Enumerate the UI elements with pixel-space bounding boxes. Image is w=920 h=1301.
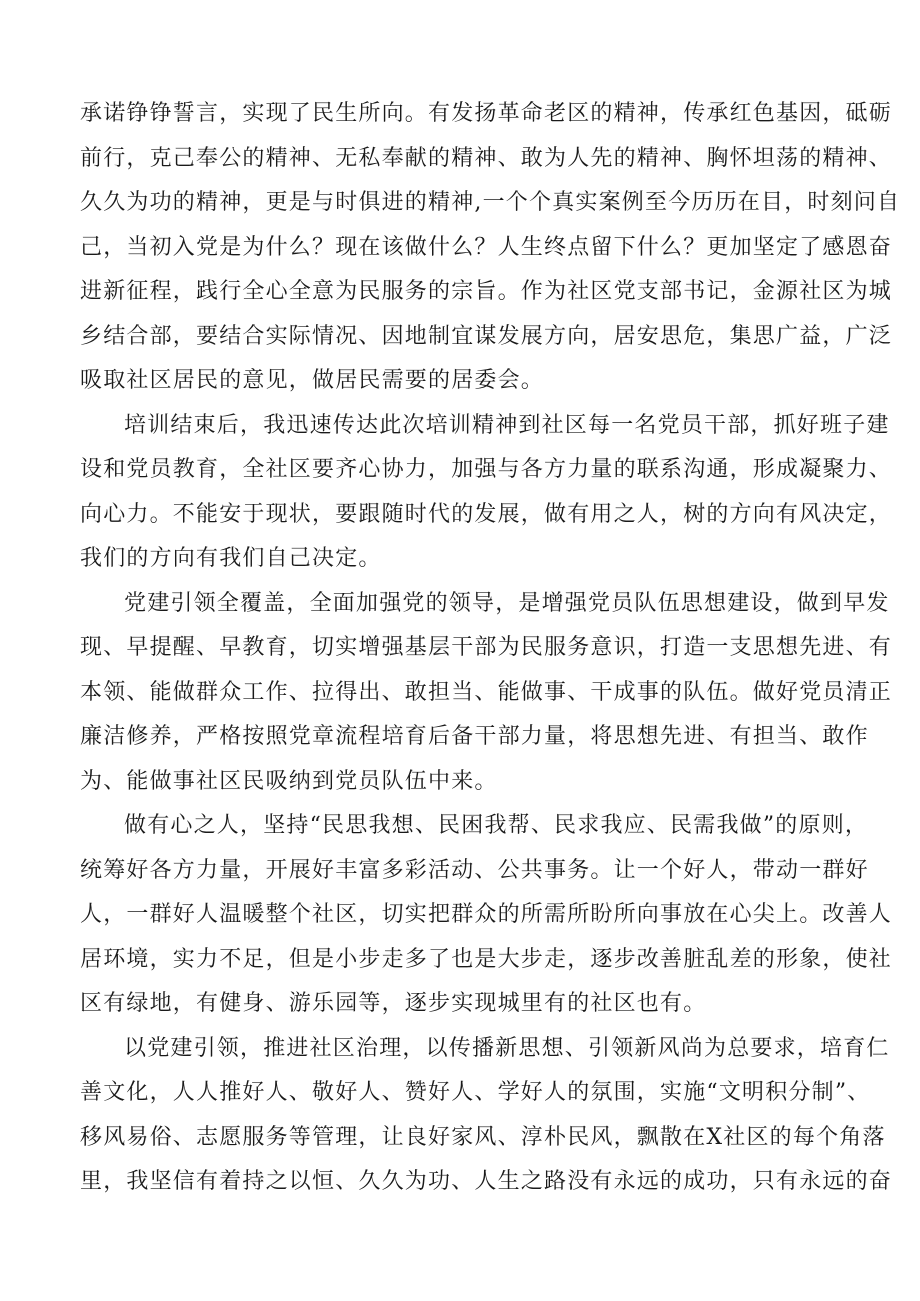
text-line: 移风易俗、志愿服务等管理，让良好家风、淳朴民风，飘散在X社区的每个角落 (80, 1124, 886, 1150)
text-line: 前行，克己奉公的精神、无私奉献的精神、敢为人先的精神、胸怀坦荡的精神、 (80, 145, 893, 171)
text-line: 本领、能做群众工作、拉得出、敢担当、能做事、干成事的队伍。做好党员清正 (80, 679, 893, 705)
text-line: 党建引领全覆盖，全面加强党的领导，是增强党员队伍思想建设，做到早发 (124, 590, 890, 616)
text-line: 里，我坚信有着持之以恒、久久为功、人生之路没有永远的成功，只有永远的奋 (80, 1169, 893, 1194)
text-line: 居环境，实力不足，但是小步走多了也是大步走，逐步改善脏乱差的形象，使社 (80, 946, 893, 972)
document-body (80, 92, 901, 1205)
text-line: 乡结合部，要结合实际情况、因地制宜谋发展方向，居安思危，集思广益，广泛 (80, 323, 893, 349)
text-line: 承诺铮铮誓言，实现了民生所向。有发扬革命老区的精神，传承红色基因，砥砺 (80, 101, 893, 126)
text-line: 廉洁修养，严格按照党章流程培育后备干部力量，将思想先进、有担当、敢作 (80, 724, 869, 749)
text-line: 善文化，人人推好人、敬好人、赞好人、学好人的氛围，实施“文明积分制”、 (80, 1080, 871, 1105)
text-line: 己，当初入党是为什么？现在该做什么？人生终点留下什么？更加坚定了感恩奋 (80, 234, 893, 260)
text-line: 为、能做事社区民吸纳到党员队伍中来。 (80, 768, 498, 794)
text-line: 培训结束后，我迅速传达此次培训精神到社区每一名党员干部，抓好班子建 (124, 412, 890, 438)
text-line: 做有心之人，坚持“民思我想、民困我帮、民求我应、民需我做”的原则， (124, 813, 869, 838)
text-line: 人，一群好人温暖整个社区，切实把群众的所需所盼所向事放在心尖上。改善人 (80, 902, 893, 927)
text-line: 向心力。不能安于现状，要跟随时代的发展，做有用之人，树的方向有风决定， (80, 501, 893, 527)
text-line: 我们的方向有我们自己决定。 (80, 546, 382, 571)
text-line: 设和党员教育，全社区要齐心协力，加强与各方力量的联系沟通，形成凝聚力、 (80, 457, 893, 482)
text-line: 久久为功的精神，更是与时俱进的精神,一个个真实案例至今历历在目，时刻问自 (80, 190, 901, 215)
paragraph-2 (80, 404, 893, 582)
text-line: 区有绿地，有健身、游乐园等，逐步实现城里有的社区也有。 (80, 991, 707, 1016)
text-line: 进新征程，践行全心全意为民服务的宗旨。作为社区党支部书记，金源社区为城 (80, 279, 893, 304)
text-line: 吸取社区居民的意见，做居民需要的居委会。 (80, 368, 545, 393)
text-line: 统筹好各方力量，开展好丰富多彩活动、公共事务。让一个好人，带动一群好 (80, 857, 869, 883)
paragraph-3 (80, 582, 893, 805)
paragraph-4 (80, 804, 893, 1027)
text-line: 以党建引领，推进社区治理，以传播新思想、引领新风尚为总要求，培育仁 (124, 1035, 890, 1061)
paragraph-5 (80, 1027, 893, 1205)
paragraph-1 (80, 92, 901, 404)
text-line: 现、早提醒、早教育，切实增强基层干部为民服务意识，打造一支思想先进、有 (80, 635, 893, 660)
